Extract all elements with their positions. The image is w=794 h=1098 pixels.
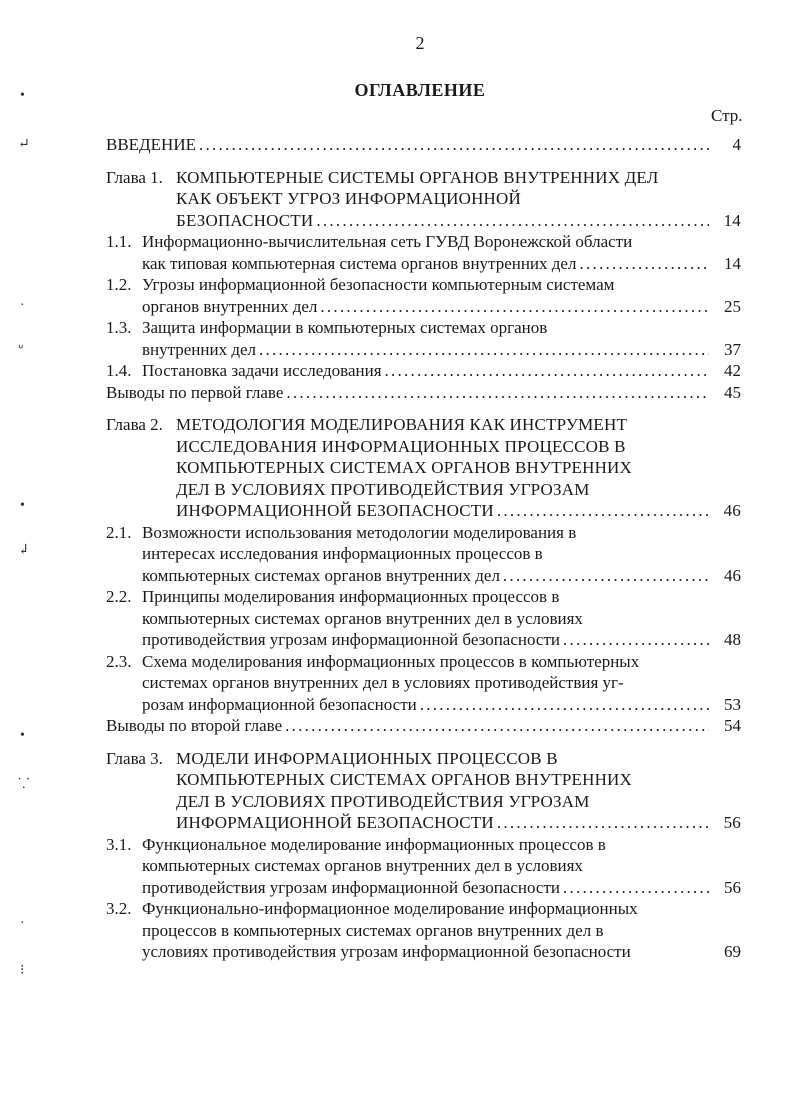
chapter-title-line: ИНФОРМАЦИОННОЙ БЕЗОПАСНОСТИ [176, 501, 494, 520]
chapter-title-line: ДЕЛ В УСЛОВИЯХ ПРОТИВОДЕЙСТВИЯ УГРОЗАМ [176, 791, 590, 811]
section-title-line: Схема моделирования информационных процессов в компьютерных [142, 651, 640, 671]
chapter-title-line: КОМПЬЮТЕРНЫЕ СИСТЕМЫ ОРГАНОВ ВНУТРЕННИХ ДЕЛ [176, 167, 659, 187]
leader-dots [285, 715, 709, 737]
toc-chapter-1 [106, 167, 741, 232]
leader-dots [420, 694, 709, 716]
scan-speck: ⁝ [20, 963, 25, 978]
toc-page-number: 46 [724, 565, 741, 585]
chapter-title-line: МЕТОДОЛОГИЯ МОДЕЛИРОВАНИЯ КАК ИНСТРУМЕНТ [176, 415, 628, 434]
section-number: 1.2. [106, 275, 132, 294]
scan-speck: • [20, 728, 25, 743]
section-number: 2.3. [106, 651, 132, 671]
section-number: 1.3. [106, 318, 132, 337]
toc-section-3-2 [106, 898, 741, 963]
toc-section-1-1 [106, 231, 741, 274]
scan-speck: ⸪ [18, 777, 30, 792]
chapter-label: Глава 3. [106, 748, 163, 768]
section-number: 1.1. [106, 232, 132, 251]
chapter-title-line: КОМПЬЮТЕРНЫХ СИСТЕМАХ ОРГАНОВ ВНУТРЕННИХ [176, 770, 633, 789]
toc-entry-conclusion-1 [106, 382, 741, 404]
toc-page-number: 42 [724, 361, 741, 380]
chapter-title-line: ИНФОРМАЦИОННОЙ БЕЗОПАСНОСТИ [176, 813, 494, 832]
toc-entry-intro [106, 134, 741, 156]
scan-speck: • [20, 498, 25, 513]
leader-dots [563, 629, 709, 651]
toc-page-number: 53 [724, 694, 741, 714]
section-title-line: компьютерных системах органов внутренних дел [142, 565, 500, 585]
leader-dots [385, 360, 709, 382]
section-title-line: Информационно-вычислительная сеть ГУВД Воронежской области [142, 232, 633, 251]
page-number: 2 [415, 33, 425, 53]
leader-dots [316, 210, 709, 232]
scan-speck: • [20, 88, 25, 103]
leader-dots [199, 134, 709, 156]
section-number: 2.1. [106, 522, 132, 542]
section-title-line: Угрозы информационной безопасности компьютерным системам [142, 275, 615, 294]
leader-dots [497, 812, 709, 834]
section-title-line: процессов в компьютерных системах органов внутренних дел в [142, 920, 604, 940]
toc-page-number: 54 [724, 716, 741, 735]
section-title-line: компьютерных системах органов внутренних дел в условиях [142, 856, 583, 875]
chapter-title-line: ИССЛЕДОВАНИЯ ИНФОРМАЦИОННЫХ ПРОЦЕССОВ В [176, 436, 626, 456]
leader-dots [579, 253, 709, 275]
toc-section-2-3 [106, 651, 741, 716]
section-title-line: органов внутренних дел [142, 296, 318, 316]
section-title-line: Принципы моделирования информационных процессов в [142, 587, 560, 606]
leader-dots [286, 382, 709, 404]
chapter-title-line: КОМПЬЮТЕРНЫХ СИСТЕМАХ ОРГАНОВ ВНУТРЕННИХ [176, 458, 633, 477]
toc-page-number: 25 [724, 296, 741, 316]
chapter-title-line: КАК ОБЪЕКТ УГРОЗ ИНФОРМАЦИОННОЙ [176, 189, 521, 208]
scan-speck: ↵ [18, 137, 30, 152]
toc-entry-title: Выводы по первой главе [106, 382, 284, 402]
toc-entry-title: ВВЕДЕНИЕ [106, 135, 196, 154]
page-title: ОГЛАВЛЕНИЕ [354, 80, 486, 100]
chapter-title-line: БЕЗОПАСНОСТИ [176, 210, 314, 230]
toc-section-3-1 [106, 834, 741, 899]
toc-section-1-4 [106, 360, 741, 382]
toc-page-number: 56 [723, 813, 741, 832]
section-title-line: противодействия угрозам информационной безопасности [142, 630, 560, 649]
section-title-line: условиях противодействия угрозам информационной безопасности [142, 942, 631, 961]
toc-section-2-1 [106, 522, 741, 587]
toc-page-number: 48 [724, 630, 741, 649]
section-title-line: компьютерных системах органов внутренних дел в условиях [142, 608, 583, 628]
leader-dots [503, 565, 709, 587]
toc-page-number: 46 [723, 501, 741, 520]
section-number: 3.2. [106, 899, 132, 918]
section-title-line: противодействия угрозам информационной безопасности [142, 877, 560, 897]
section-title-line: Функциональное моделирование информационных процессов в [142, 834, 606, 854]
table-of-contents [106, 134, 741, 963]
section-title-line: розам информационной безопасности [142, 694, 417, 714]
leader-dots [320, 296, 709, 318]
toc-page-number: 4 [732, 135, 741, 154]
chapter-label: Глава 2. [106, 415, 163, 434]
scan-speck: ᐡ [18, 343, 24, 358]
section-title-line: Функционально-информационное моделирование информационных [142, 899, 638, 918]
toc-page-number: 14 [723, 210, 741, 230]
chapter-label: Глава 1. [106, 167, 163, 187]
toc-entry-title: Выводы по второй главе [106, 716, 283, 735]
toc-section-1-3 [106, 317, 741, 360]
toc-page-number: 45 [724, 382, 741, 402]
toc-section-1-2 [106, 274, 741, 317]
section-title-line: интересах исследования информационных процессов в [142, 544, 543, 563]
toc-page-number: 14 [724, 253, 741, 273]
section-title-line: Возможности использования методологии моделирования в [142, 522, 577, 542]
leader-dots [563, 877, 709, 899]
toc-page-number: 69 [724, 942, 741, 961]
section-title-line: Постановка задачи исследования [142, 361, 382, 380]
chapter-title-line: МОДЕЛИ ИНФОРМАЦИОННЫХ ПРОЦЕССОВ В [176, 748, 558, 768]
section-title-line: Защита информации в компьютерных системах органов [142, 318, 548, 337]
toc-entry-conclusion-2 [106, 715, 741, 737]
section-number: 2.2. [106, 587, 132, 606]
toc-section-2-2 [106, 586, 741, 651]
section-title-line: как типовая компьютерная система органов внутренних дел [142, 253, 577, 273]
page-column-label: Стр. [711, 106, 743, 125]
section-number: 3.1. [106, 834, 132, 854]
toc-chapter-3 [106, 748, 741, 834]
leader-dots [497, 500, 709, 522]
toc-page-number: 56 [724, 877, 741, 897]
section-title-line: внутренних дел [142, 339, 257, 359]
toc-page-number: 37 [724, 339, 741, 359]
section-title-line: системах органов внутренних дел в условиях противодействия уг- [142, 673, 624, 692]
toc-chapter-2 [106, 414, 741, 522]
scan-speck: · [20, 298, 25, 313]
scan-speck: · [20, 916, 25, 931]
leader-dots [259, 339, 709, 361]
section-number: 1.4. [106, 361, 132, 380]
chapter-title-line: ДЕЛ В УСЛОВИЯХ ПРОТИВОДЕЙСТВИЯ УГРОЗАМ [176, 479, 590, 499]
scan-speck: ↲ [18, 543, 30, 558]
